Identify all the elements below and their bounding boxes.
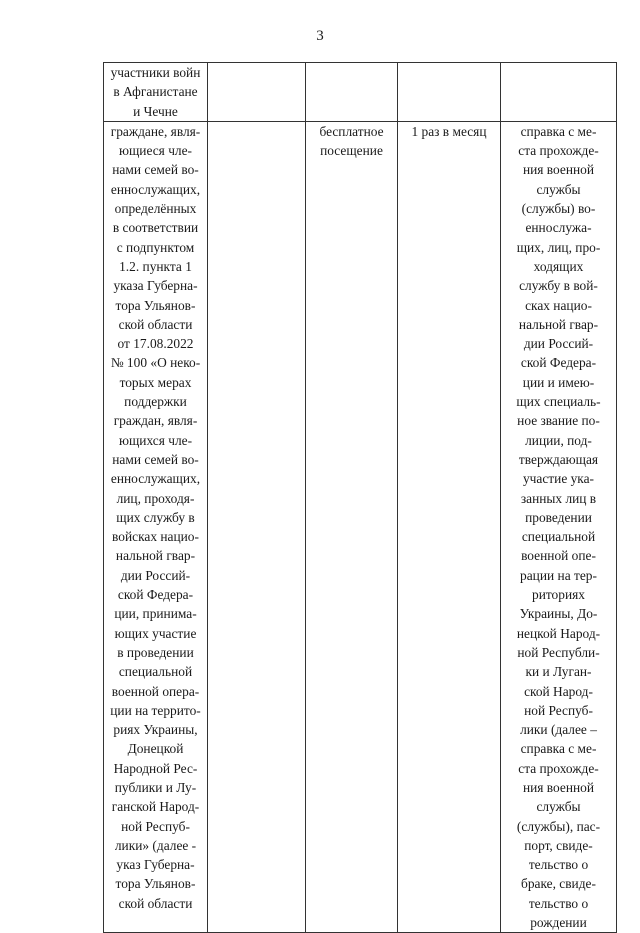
text-line: ющихся чле- (118, 432, 193, 448)
text-line: тора Ульянов- (115, 876, 196, 892)
benefits-table (103, 62, 617, 933)
text-line: ской области (118, 895, 193, 911)
text-line: ющих участие (114, 625, 197, 641)
text-line: в проведении (117, 644, 194, 660)
text-line: щих службу в (116, 509, 195, 525)
text-line: ное звание по- (517, 413, 600, 429)
text-line: службу в вой- (519, 278, 598, 294)
text-line: службы (536, 799, 581, 815)
table-row (104, 63, 617, 122)
table-row (104, 121, 617, 932)
text-line: ной Респуб- (524, 702, 593, 718)
text-line: порт, свиде- (524, 837, 593, 853)
text-line: ской Федера- (520, 355, 597, 371)
table-cell-frequency (398, 121, 501, 932)
text-line: еннослужащих, (110, 181, 201, 197)
text-line: Донецкой (127, 741, 184, 757)
text-line: ста прохожде- (518, 143, 599, 159)
text-line: в соответствии (112, 220, 199, 236)
text-line: Народной Рес- (113, 760, 198, 776)
text-line: дии Россий- (120, 567, 191, 583)
frequency-text: 1 раз в месяц (411, 123, 487, 139)
table-cell-empty (208, 63, 306, 122)
text-line: лики (далее – (520, 722, 597, 738)
text-line: риториях (532, 587, 585, 603)
text-line: специальной (118, 664, 193, 680)
text-line: участие ука- (522, 471, 595, 487)
service-text (310, 122, 393, 161)
text-line: рождении (530, 915, 587, 931)
text-line: указ Губерна- (116, 857, 195, 873)
text-line: 1.2. пункта 1 (119, 258, 192, 274)
text-line: ния военной (522, 779, 595, 795)
text-line: бесплатное (319, 123, 384, 139)
text-line: браке, свиде- (521, 876, 596, 892)
table-cell-empty (398, 63, 501, 122)
text-line: службы (536, 181, 581, 197)
text-line: тора Ульянов- (115, 297, 196, 313)
text-line: публики и Лу- (114, 779, 197, 795)
text-line: указа Губерна- (113, 278, 198, 294)
table-cell-empty (306, 63, 398, 122)
text-line: нецкой Народ- (516, 625, 601, 641)
text-line: ции и имею- (522, 374, 595, 390)
text-line: поддержки (124, 394, 187, 410)
text-line: с подпунктом (116, 239, 195, 255)
text-line: ции, принима- (114, 606, 197, 622)
table-cell-recipients (104, 63, 208, 122)
text-line: Украины, До- (519, 606, 598, 622)
text-line: еннослужащих, (110, 471, 201, 487)
text-line: рации на тер- (520, 567, 597, 583)
recipients-text (108, 63, 203, 121)
text-line: участники войн (110, 65, 201, 80)
text-line: ции на террито- (110, 702, 201, 718)
text-line: (службы) во- (521, 201, 596, 217)
table-cell-empty (208, 121, 306, 932)
text-line: щих, лиц, про- (516, 239, 601, 255)
text-line: тельство о (528, 857, 589, 873)
text-line: войсках нацио- (112, 529, 199, 545)
text-line: ния военной (522, 162, 595, 178)
text-line: справка с ме- (520, 741, 597, 757)
documents-text (505, 122, 612, 932)
text-line: нами семей во- (112, 162, 199, 178)
text-line: ной Республи- (517, 644, 600, 660)
text-line: нальной гвар- (115, 548, 196, 564)
text-line: (службы), пас- (516, 818, 601, 834)
text-line: посещение (320, 143, 383, 159)
text-line: ской Народ- (524, 683, 593, 699)
text-line: ской Федера- (117, 587, 194, 603)
text-line: № 100 «О неко- (110, 355, 201, 371)
text-line: и Чечне (133, 103, 178, 119)
text-line: дии Россий- (523, 336, 594, 352)
text-line: ной Респуб- (121, 818, 190, 834)
text-line: в Афганистане (113, 84, 198, 100)
table-cell-service (306, 121, 398, 932)
text-line: военной опера- (111, 683, 200, 699)
text-line: военной опе- (521, 548, 596, 564)
text-line: торых мерах (119, 374, 192, 390)
table-cell-empty (501, 63, 617, 122)
text-line: тельство о (528, 895, 589, 911)
text-line: еннослужа- (525, 220, 592, 236)
text-line: лики» (далее - (114, 837, 197, 853)
text-line: ста прохожде- (518, 760, 599, 776)
text-line: от 17.08.2022 (117, 336, 194, 352)
text-line: занных лиц в (520, 490, 597, 506)
text-line: сках нацио- (525, 297, 592, 313)
text-line: нами семей во- (112, 451, 199, 467)
text-line: ющиеся чле- (118, 143, 193, 159)
text-line: граждане, явля- (110, 123, 201, 139)
text-line: щих специаль- (516, 394, 601, 410)
text-line: ганской Народ- (111, 799, 200, 815)
text-line: тверждающая (518, 451, 599, 467)
page-number: 3 (316, 28, 324, 44)
text-line: ской области (118, 316, 193, 332)
text-line: риях Украины, (113, 722, 198, 738)
text-line: ходящих (533, 258, 584, 274)
text-line: справка с ме- (520, 123, 597, 139)
text-line: определённых (114, 201, 197, 217)
text-line: специальной (521, 529, 596, 545)
text-line: граждан, явля- (113, 413, 198, 429)
text-line: нальной гвар- (518, 316, 599, 332)
text-line: проведении (525, 509, 592, 525)
text-line: ки и Луган- (525, 664, 592, 680)
text-line: лиц, проходя- (116, 490, 195, 506)
table-cell-documents (501, 121, 617, 932)
table-cell-recipients (104, 121, 208, 932)
recipients-text (108, 122, 203, 913)
text-line: лиции, под- (525, 432, 592, 448)
